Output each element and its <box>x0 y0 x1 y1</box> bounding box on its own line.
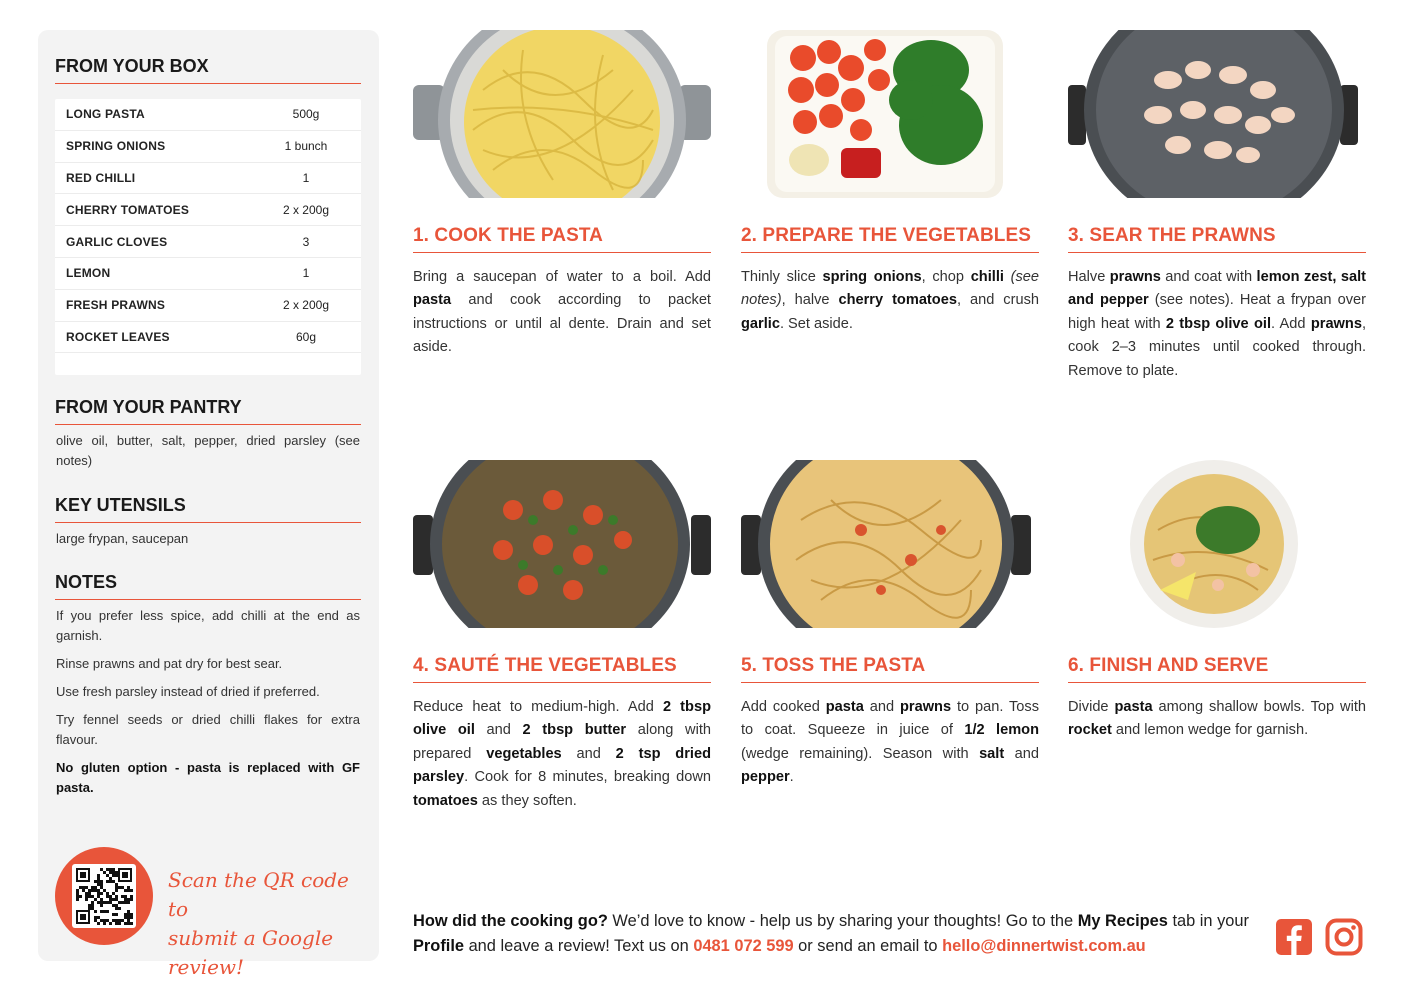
bold-text: lemon zest, salt and pepper <box>1068 269 1366 309</box>
contact-link[interactable]: hello@dinnertwist.com.au <box>942 937 1146 955</box>
text-segment: Add cooked <box>741 699 826 715</box>
text-segment: and <box>561 745 616 762</box>
instagram-icon[interactable] <box>1325 918 1363 956</box>
text-segment: (wedge remaining). Season with <box>741 745 980 762</box>
from-your-pantry-title: FROM YOUR PANTRY <box>55 397 361 425</box>
text-segment: and <box>1004 745 1040 762</box>
ingredient-row <box>55 322 361 354</box>
bold-text: pasta <box>1114 699 1153 715</box>
qr-caption <box>168 866 368 982</box>
step-4-title: 4. SAUTÉ THE VEGETABLES <box>413 655 711 683</box>
ingredient-quantity: 60g <box>295 329 317 344</box>
step-1 <box>413 30 711 356</box>
gluten-free-note: No gluten option - pasta is replaced with GF pasta. <box>56 760 360 795</box>
text-segment: and <box>863 699 900 715</box>
contact-link[interactable]: 0481 072 599 <box>693 937 794 955</box>
text-segment: Thinly slice <box>741 269 823 285</box>
key-utensils-title: KEY UTENSILS <box>55 495 361 523</box>
step-4 <box>413 460 711 809</box>
step-2 <box>741 30 1040 332</box>
text-segment: , and crush <box>956 292 1039 309</box>
bold-text: 2 tbsp olive oil <box>413 699 711 739</box>
bold-text: 2 tbsp olive oil <box>1165 315 1271 332</box>
note-item: Use fresh parsley instead of dried if preferred. <box>56 684 320 699</box>
ingredient-row <box>55 194 361 226</box>
text-segment: , chop <box>921 269 971 285</box>
ingredient-name: ROCKET LEAVES <box>66 329 170 344</box>
plated-pasta-bowl-photo <box>1068 460 1366 628</box>
bold-text: prawns <box>899 699 952 715</box>
bold-text: vegetables <box>486 745 562 762</box>
step-5-instructions <box>741 696 1039 790</box>
step-6-title: 6. FINISH AND SERVE <box>1068 655 1366 683</box>
text-segment: , halve <box>781 292 839 309</box>
text-segment: . <box>789 769 794 786</box>
step-3-title: 3. SEAR THE PRAWNS <box>1068 225 1366 253</box>
bold-text: pasta <box>413 292 452 309</box>
notes-list <box>56 606 360 806</box>
step-5-title: 5. TOSS THE PASTA <box>741 655 1039 683</box>
bold-text: How did the cooking go? <box>413 912 608 930</box>
ingredient-name: CHERRY TOMATOES <box>66 202 190 217</box>
bold-text: My Recipes <box>1077 912 1168 930</box>
chopped-vegetables-tray-photo <box>741 30 1039 198</box>
bold-text: spring onions <box>822 269 922 285</box>
qr-caption-line-2: submit a Google review! <box>168 926 334 979</box>
review-prompt <box>413 909 1263 959</box>
ingredient-name: LEMON <box>66 266 111 281</box>
ingredient-quantity: 1 bunch <box>284 139 328 154</box>
bold-text: chilli <box>970 269 1004 285</box>
bold-text: tomatoes <box>413 792 478 809</box>
notes-title: NOTES <box>55 572 361 600</box>
ingredient-quantity: 1 <box>302 170 310 185</box>
bold-text: 2 tbsp butter <box>522 722 627 739</box>
text-segment: or send an email to <box>793 937 943 955</box>
bold-text: pepper <box>741 769 790 786</box>
text-segment: . Cook for 8 minutes, breaking down <box>464 769 711 786</box>
text-segment: Reduce heat to medium-high. Add <box>413 699 663 715</box>
bold-text: cherry tomatoes <box>838 292 957 309</box>
ingredient-row <box>55 258 361 290</box>
qr-code-badge[interactable] <box>55 847 153 945</box>
bold-text: prawns <box>1310 315 1362 332</box>
text-segment: . Add <box>1271 315 1311 332</box>
text-segment: and leave a review! Text us on <box>464 937 694 955</box>
ingredients-sidebar <box>38 30 379 979</box>
bold-text: Profile <box>413 937 465 955</box>
ingredient-quantity: 1 <box>302 266 310 281</box>
ingredient-row <box>55 131 361 163</box>
pantry-text: olive oil, butter, salt, pepper, dried parsley (see notes) <box>56 433 360 468</box>
bold-text: 1/2 lemon <box>964 722 1040 739</box>
bold-text: garlic <box>741 315 780 332</box>
utensils-text: large frypan, saucepan <box>56 531 189 546</box>
bold-text: pasta <box>825 699 864 715</box>
ingredient-quantity: 2 x 200g <box>282 298 330 313</box>
step-3 <box>1068 30 1366 379</box>
pasta-in-colander-photo <box>413 30 711 198</box>
ingredient-name: FRESH PRAWNS <box>66 298 166 313</box>
italic-text: (see notes) <box>741 269 1040 309</box>
text-segment: and <box>474 722 523 739</box>
text-segment: tab in your <box>1167 912 1249 930</box>
text-segment: (see notes). Heat a frypan over high heat with <box>1068 292 1366 332</box>
step-4-instructions <box>413 696 711 813</box>
ingredient-row <box>55 99 361 131</box>
text-segment: and lemon wedge for garnish. <box>1111 722 1309 739</box>
text-segment: to pan. Toss to coat. Squeeze in juice of <box>741 699 1039 739</box>
text-segment: among shallow bowls. Top with <box>1152 699 1366 715</box>
ingredient-row <box>55 226 361 258</box>
text-segment: Divide <box>1068 699 1115 715</box>
step-6 <box>1068 460 1366 739</box>
step-6-instructions <box>1068 696 1366 743</box>
bold-text: salt <box>979 745 1005 762</box>
step-3-instructions <box>1068 266 1366 383</box>
text-segment <box>1004 269 1011 285</box>
text-segment: as they soften. <box>477 792 577 809</box>
text-segment: along with prepared <box>413 722 711 762</box>
note-item: Rinse prawns and pat dry for best sear. <box>56 656 283 671</box>
ingredient-name: SPRING ONIONS <box>66 139 166 154</box>
step-1-title: 1. COOK THE PASTA <box>413 225 711 253</box>
bold-text: rocket <box>1068 722 1112 739</box>
qr-code-icon[interactable] <box>72 864 136 928</box>
ingredient-quantity: 500g <box>292 107 320 122</box>
from-your-box-title: FROM YOUR BOX <box>55 56 361 84</box>
ingredient-row <box>55 163 361 195</box>
vegetables-in-frypan-photo <box>413 460 711 628</box>
text-segment: . Set aside. <box>779 315 853 332</box>
note-item: Try fennel seeds or dried chilli flakes for extra flavour. <box>56 712 360 747</box>
text-segment: Bring a saucepan of water to a boil. Add <box>413 269 711 285</box>
ingredient-row <box>55 290 361 322</box>
bold-text: 2 tsp dried parsley <box>413 745 711 786</box>
text-segment: Halve <box>1068 269 1110 285</box>
step-2-instructions <box>741 266 1039 336</box>
ingredients-table <box>55 99 361 375</box>
ingredient-quantity: 3 <box>302 234 310 249</box>
step-5 <box>741 460 1040 786</box>
text-segment: and cook according to packet instructions or until al dente. Drain and set aside. <box>413 292 711 356</box>
step-1-instructions <box>413 266 711 360</box>
pasta-in-frypan-photo <box>741 460 1039 628</box>
text-segment: , cook 2–3 minutes until cooked through. Remove to plate. <box>1068 315 1366 379</box>
ingredient-name: GARLIC CLOVES <box>66 234 168 249</box>
text-segment: We’d love to know - help us by sharing your thoughts! Go to the <box>607 912 1078 930</box>
note-item: If you prefer less spice, add chilli at the end as garnish. <box>56 608 360 643</box>
facebook-icon[interactable] <box>1275 918 1313 956</box>
text-segment: and coat with <box>1160 269 1257 285</box>
ingredient-name: LONG PASTA <box>66 107 145 122</box>
bold-text: prawns <box>1109 269 1161 285</box>
step-2-title: 2. PREPARE THE VEGETABLES <box>741 225 1039 253</box>
qr-caption-line-1: Scan the QR code to <box>168 868 349 921</box>
ingredient-name: RED CHILLI <box>66 170 136 185</box>
prawns-in-frypan-photo <box>1068 30 1366 198</box>
ingredient-quantity: 2 x 200g <box>282 202 330 217</box>
